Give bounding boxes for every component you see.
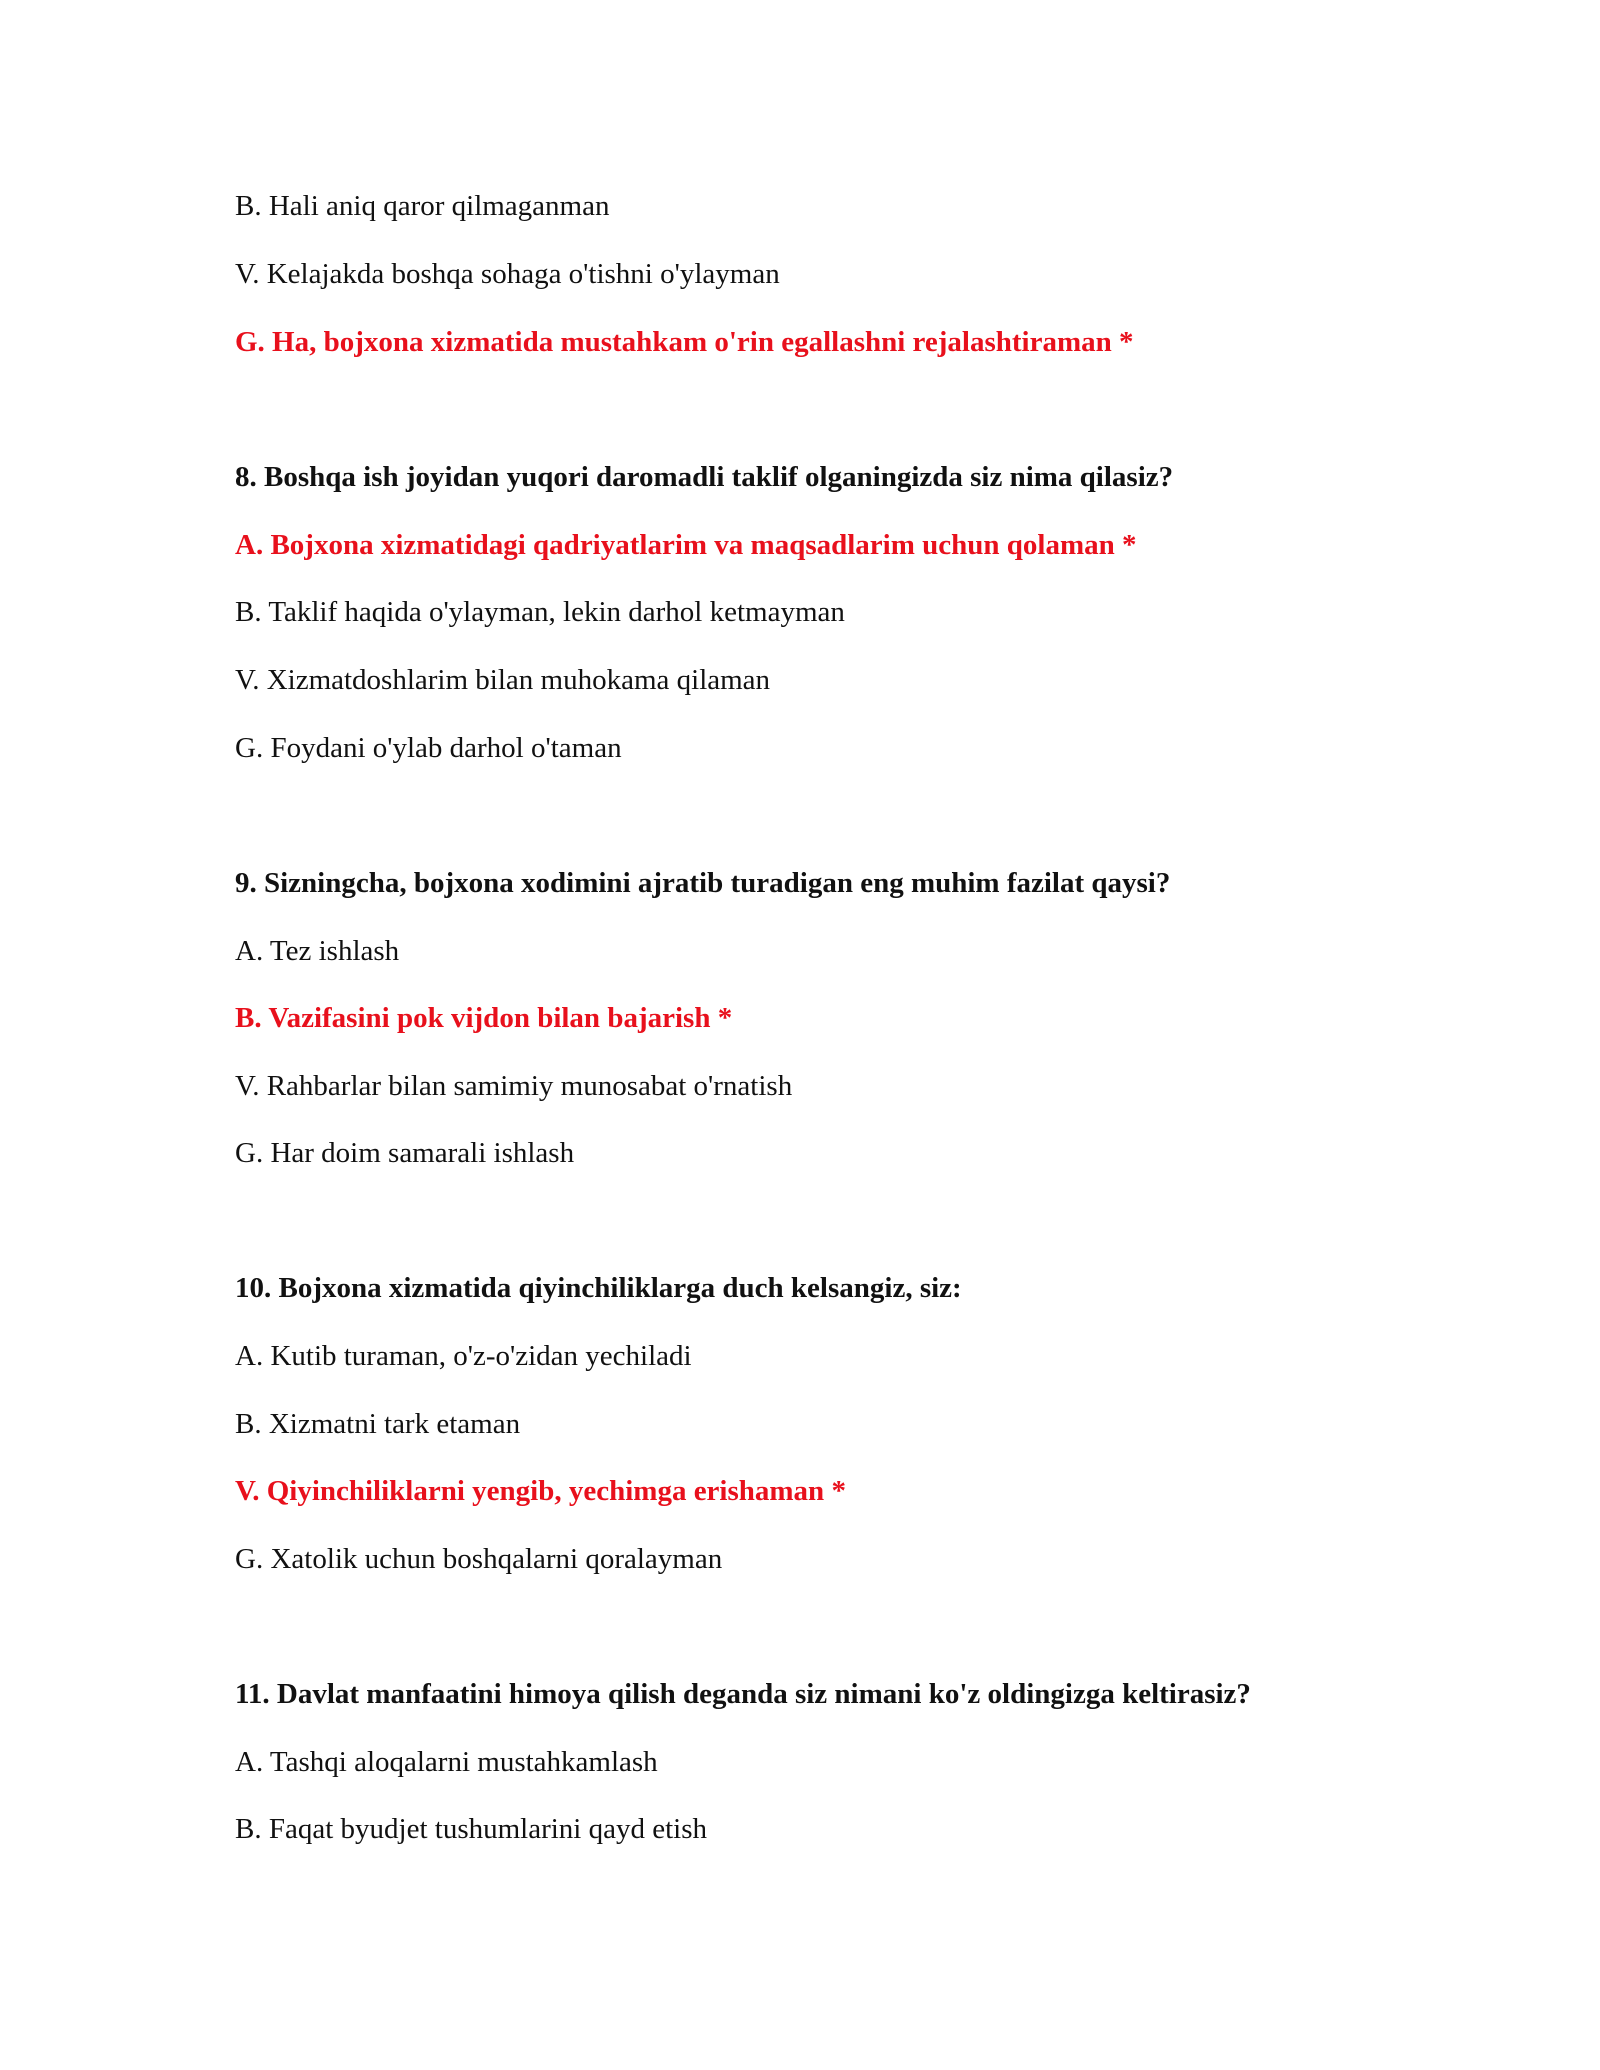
- q9-option-g: G. Har doim samarali ishlash: [235, 1137, 575, 1169]
- question-11: 11. Davlat manfaatini himoya qilish deganda siz nimani ko'z oldingizga keltirasiz?: [235, 1678, 1251, 1710]
- q11-option-b: B. Faqat byudjet tushumlarini qayd etish: [235, 1813, 708, 1845]
- q9-option-v: V. Rahbarlar bilan samimiy munosabat o'rnatish: [235, 1070, 793, 1102]
- q8-option-a-correct: A. Bojxona xizmatidagi qadriyatlarim va maqsadlarim uchun qolaman *: [235, 529, 1137, 561]
- q11-option-a: A. Tashqi aloqalarni mustahkamlash: [235, 1746, 658, 1778]
- q8-option-v: V. Xizmatdoshlarim bilan muhokama qilaman: [235, 664, 771, 696]
- q10-option-b: B. Xizmatni tark etaman: [235, 1408, 521, 1440]
- question-9: 9. Sizningcha, bojxona xodimini ajratib turadigan eng muhim fazilat qaysi?: [235, 867, 1171, 899]
- q10-option-a: A. Kutib turaman, o'z-o'zidan yechiladi: [235, 1340, 692, 1372]
- q9-option-b-correct: B. Vazifasini pok vijdon bilan bajarish *: [235, 1002, 733, 1034]
- question-10: 10. Bojxona xizmatida qiyinchiliklarga duch kelsangiz, siz:: [235, 1272, 962, 1304]
- q7-option-b: B. Hali aniq qaror qilmaganman: [235, 190, 610, 222]
- q8-option-b: B. Taklif haqida o'ylayman, lekin darhol ketmayman: [235, 596, 845, 628]
- q10-option-v-correct: V. Qiyinchiliklarni yengib, yechimga erishaman *: [235, 1475, 846, 1507]
- q7-option-v: V. Kelajakda boshqa sohaga o'tishni o'ylayman: [235, 258, 780, 290]
- q7-option-g-correct: G. Ha, bojxona xizmatida mustahkam o'rin egallashni rejalashtiraman *: [235, 326, 1134, 358]
- q8-option-g: G. Foydani o'ylab darhol o'taman: [235, 732, 622, 764]
- question-8: 8. Boshqa ish joyidan yuqori daromadli taklif olganingizda siz nima qilasiz?: [235, 461, 1174, 493]
- q9-option-a: A. Tez ishlash: [235, 935, 400, 967]
- q10-option-g: G. Xatolik uchun boshqalarni qoralayman: [235, 1543, 723, 1575]
